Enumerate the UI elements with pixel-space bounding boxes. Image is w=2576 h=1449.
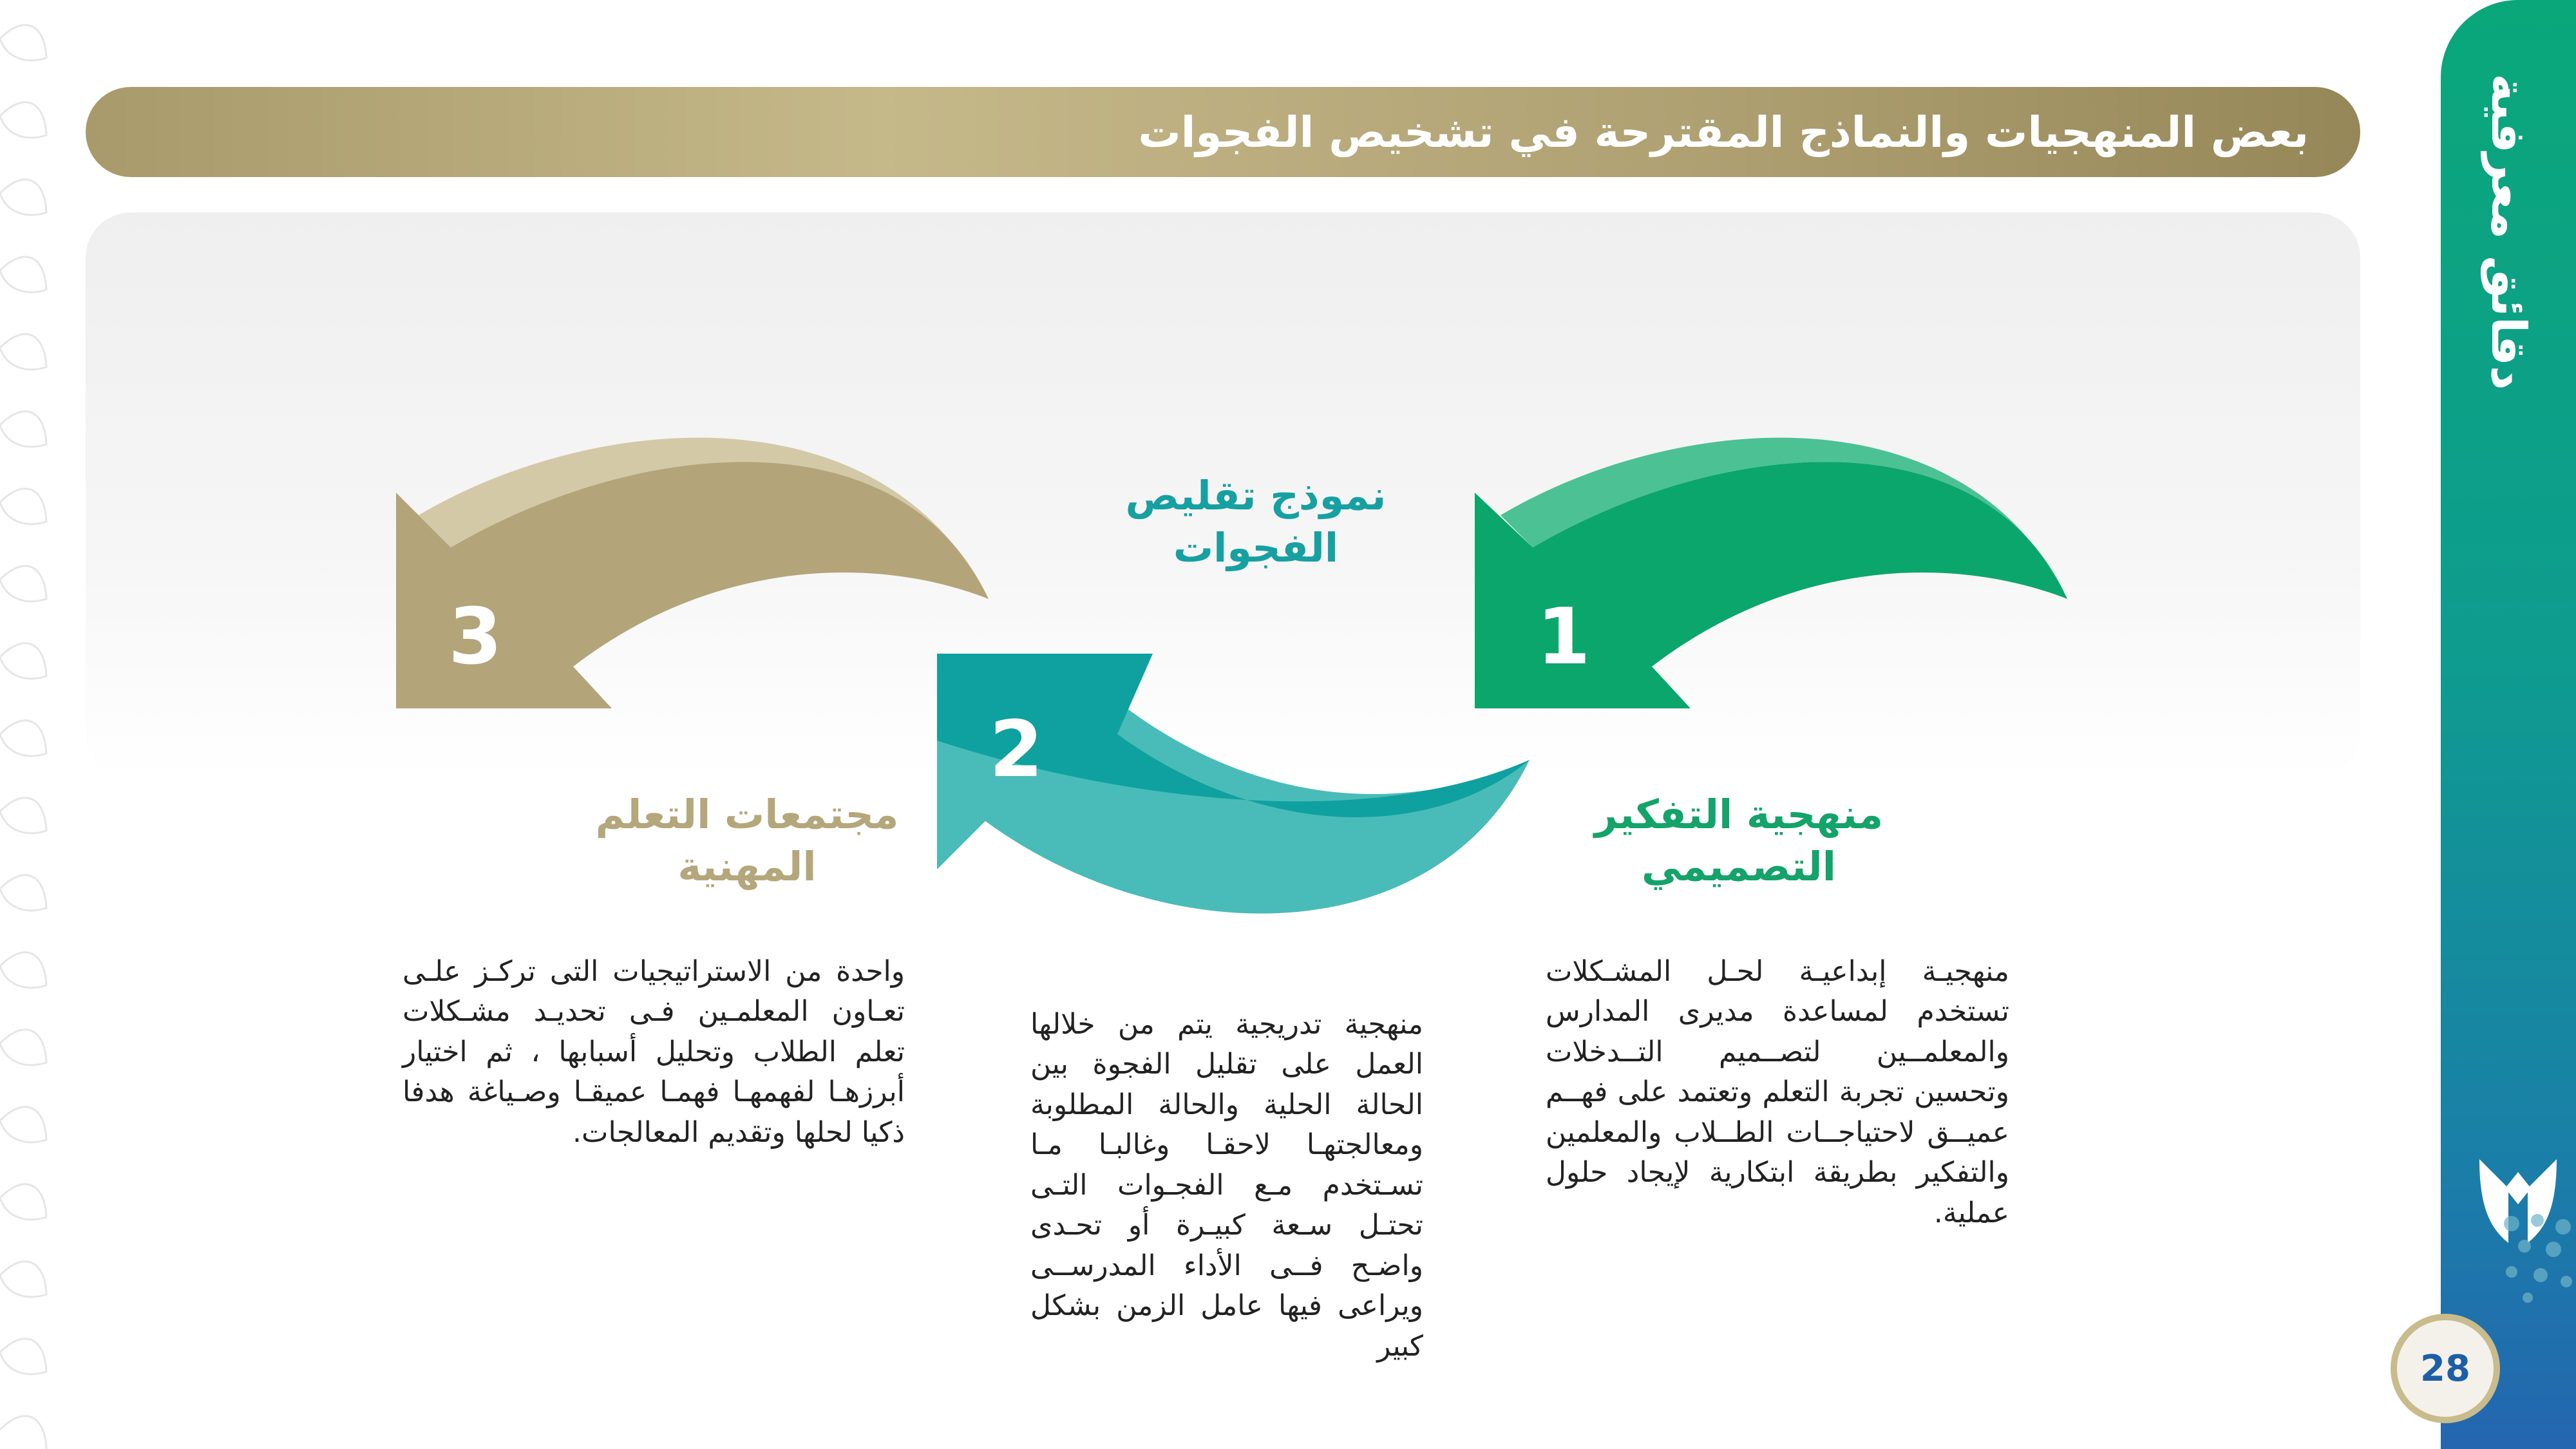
- step-number-2: 2: [989, 705, 1043, 795]
- step-2-description: منهجية تدريجية يتم من خلالها العمل على تقليل الفجوة بين الحالة الحلية والحالة المطلوبة ومعالجتهـا لاحقـا وغالبـا مـا تسـتخدم مـع الفجـوات التـى تحتـل سـعة كبيـرة أو تحـدى واضـح فــى الأداء المدرســى ويراعى فيها عامل الزمن بشكل كبير: [1030, 1008, 1423, 1363]
- step-number-3: 3: [448, 592, 502, 682]
- step-1-description: منهجيـة إبداعيـة لحـل المشـكلات تستخدم لمساعدة مديرى المدارس والمعلمــين لتصــميم التــدخلات وتحسين تجربة التعلم وتعتمد على فهــم عميــق لاحتياجــات الطــلاب والمعلمين والتفكير بطريقة ابتكارية لإيجاد حلول عملية.: [1546, 955, 2009, 1229]
- section-title-text: دقائق معرفية: [2481, 73, 2536, 390]
- step-1-title: منهجية التفكير التصميمي: [1594, 791, 1884, 890]
- step-3-title: مجتمعات التعلم المهنية: [595, 791, 899, 890]
- step-3-description: واحدة من الاستراتيجيات التى تركـز علـى تعـاون المعلمـين فـى تحديـد مشـكلات تعلم الطلاب وتحليل أسبابها ، ثم اختيار أبرزهـا لفهمهـا فهمـا عميقـا وصـياغة هدفا ذكيا لحلها وتقديم المعالجات.: [402, 955, 905, 1149]
- step-number-1: 1: [1537, 592, 1591, 682]
- page-title: بعض المنهجيات والنماذج المقترحة في تشخيص الفجوات: [1138, 107, 2309, 157]
- page-number: 28: [2391, 1314, 2500, 1423]
- step-2-title: نموذج تقليص الفجوات: [1125, 472, 1387, 571]
